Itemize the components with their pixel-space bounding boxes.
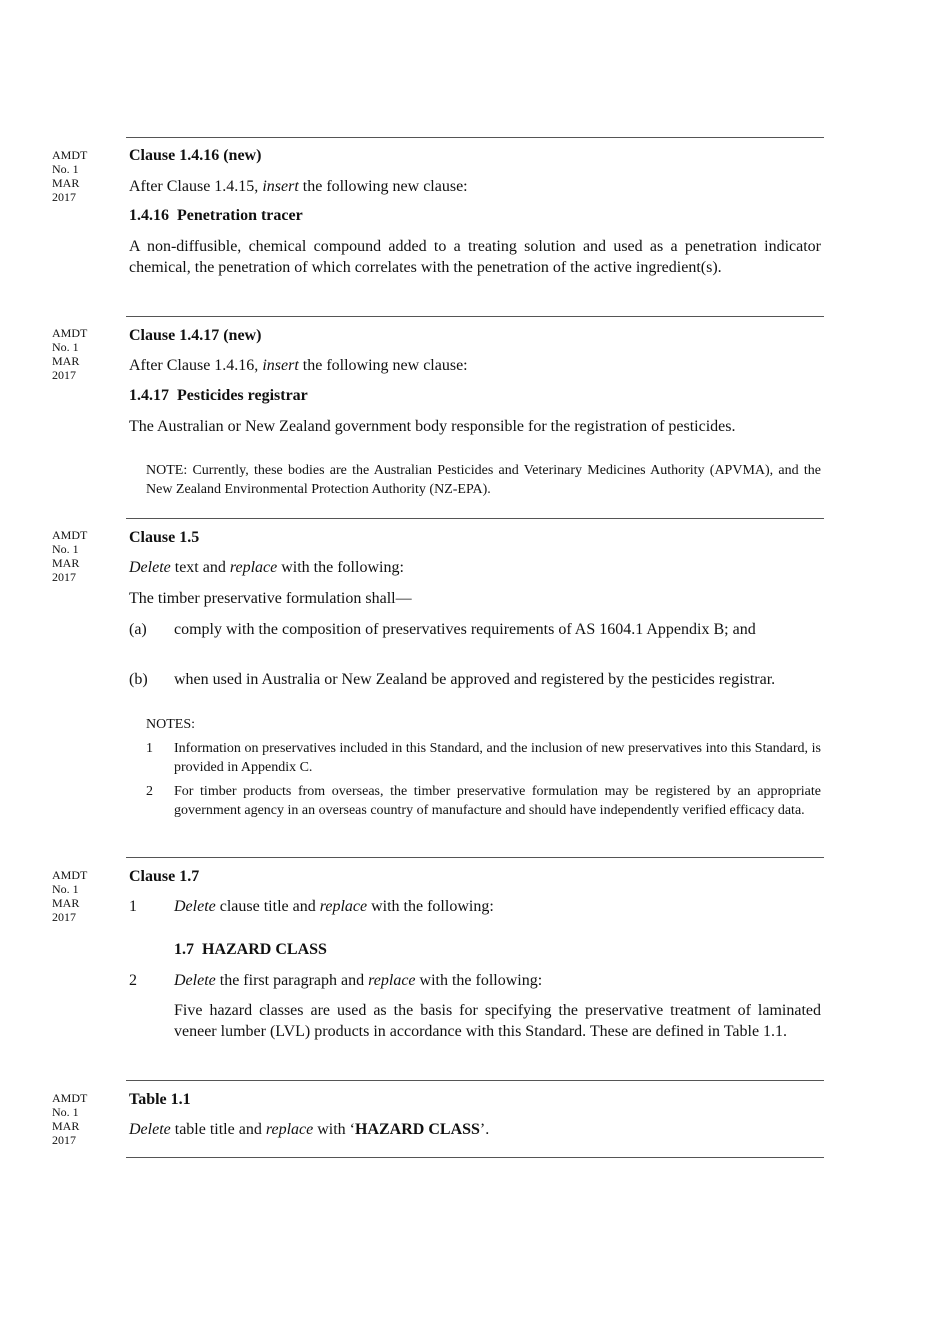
instruction: After Clause 1.4.16, insert the following new clause: bbox=[129, 357, 468, 374]
clause-heading: Clause 1.4.17 (new) bbox=[129, 327, 262, 344]
clause-heading: Table 1.1 bbox=[129, 1091, 191, 1108]
clause-heading: Clause 1.7 bbox=[129, 868, 200, 885]
notes-label: NOTES: bbox=[146, 717, 195, 732]
amendment-note: AMDT No. 1 MAR 2017 bbox=[52, 1091, 88, 1147]
section-divider bbox=[126, 1080, 824, 1081]
definition-text: A non-diffusible, chemical compound added to a treating solution and used as a penetration indicator chemical, the penetration of which correlates with the penetration of the active ingredient(s). bbox=[129, 238, 821, 276]
amendment-note: AMDT No. 1 MAR 2017 bbox=[52, 326, 88, 382]
definition-heading: 1.4.16 Penetration tracer bbox=[129, 207, 303, 224]
section-divider bbox=[126, 1157, 824, 1158]
clause-heading: Clause 1.5 bbox=[129, 529, 200, 546]
amendment-note: AMDT No. 1 MAR 2017 bbox=[52, 868, 88, 924]
section-divider bbox=[126, 137, 824, 138]
amendment-note: AMDT No. 1 MAR 2017 bbox=[52, 528, 88, 584]
instruction: Delete table title and replace with ‘HAZARD CLASS’. bbox=[129, 1121, 490, 1138]
instruction: After Clause 1.4.15, insert the following new clause: bbox=[129, 178, 468, 195]
intro-text: The timber preservative formulation shall— bbox=[129, 590, 412, 607]
section-divider bbox=[126, 518, 824, 519]
amendment-note: AMDT No. 1 MAR 2017 bbox=[52, 148, 88, 204]
section-divider bbox=[126, 857, 824, 858]
replacement-text: Five hazard classes are used as the basis for specifying the preservative treatment of laminated veneer lumber (LVL) products in accordance with this Standard. These are defined in Table 1.1. bbox=[174, 1002, 821, 1040]
instruction: Delete text and replace with the following: bbox=[129, 559, 404, 576]
section-divider bbox=[126, 316, 824, 317]
definition-text: The Australian or New Zealand government body responsible for the registration of pesticides. bbox=[129, 418, 736, 435]
definition-heading: 1.4.17 Pesticides registrar bbox=[129, 387, 308, 404]
clause-heading: Clause 1.4.16 (new) bbox=[129, 147, 262, 164]
replacement-heading: 1.7 HAZARD CLASS bbox=[174, 941, 327, 958]
note-text: NOTE: Currently, these bodies are the Australian Pesticides and Veterinary Medicines Authority (APVMA), and the New Zealand Environmental Protection Authority (NZ-EPA). bbox=[146, 463, 821, 497]
